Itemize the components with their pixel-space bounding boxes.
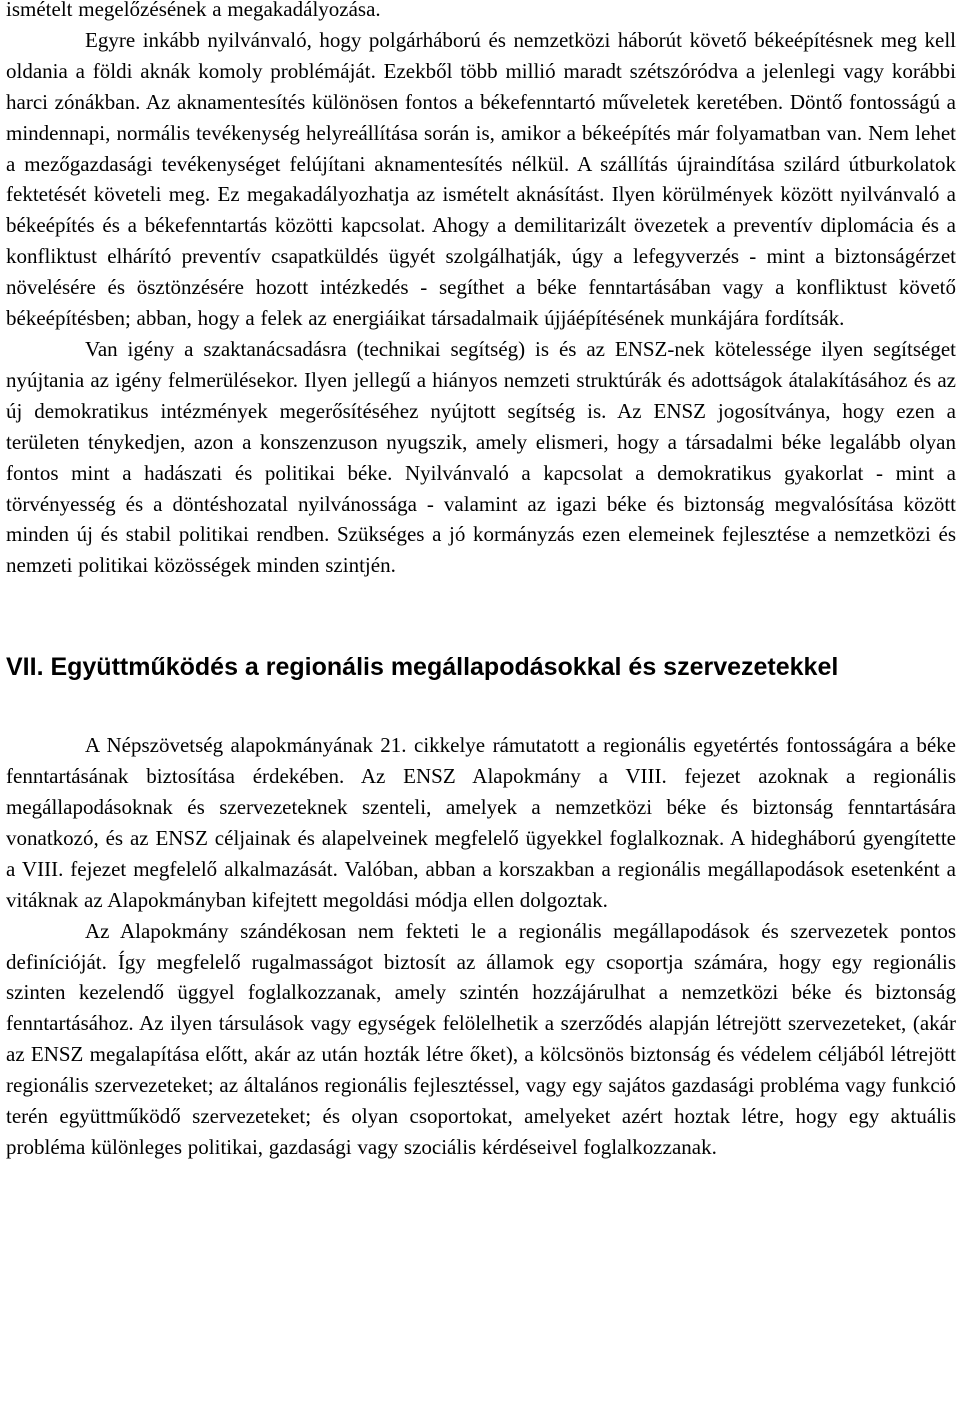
section-heading: VII. Együttműködés a regionális megállapodásokkal és szervezetekkel	[6, 653, 839, 682]
paragraph-3: Van igény a szaktanácsadásra (technikai segítség) is és az ENSZ-nek kötelessége ilyen segítséget nyújtania az igény felmerülésekor. Ilyen jellegű a hiányos nemzeti struktúrák és adottságok átalakításához és az új demokratikus intézmények megerősítéséhez nyújtott segítség is. Az ENSZ jogosítványa, hogy ezen a területen ténykedjen, azon a konszenzuson nyugszik, amely elismeri, hogy a társadalmi béke legalább olyan fontos mint a hadászati és politikai béke. Nyilvánvaló a kapcsolat a demokratikus gyakorlat - mint a törvényesség és a döntéshozatal nyilvánossága - valamint az igazi béke és biztonság megvalósítása között minden új és stabil politikai rendben. Szükséges a jó kormányzás ezen elemeinek fejlesztése a nemzetközi és nemzeti politikai közösségek minden szintjén.	[6, 336, 956, 578]
paragraph-2: Egyre inkább nyilvánvaló, hogy polgárháború és nemzetközi háborút követő békeépítésnek meg kell oldania a földi aknák komoly problémáját. Ezekből több millió maradt szétszóródva a jelenlegi vagy korábbi harci zónákban. Az aknamentesítés különösen fontos a békefenntartó műveletek keretében. Döntő fontosságú a mindennapi, normális tevékenység helyreállítása során is, amikor a békeépítés már folyamatban van. Nem lehet a mezőgazdasági tevékenységet felújítani aknamentesítés nélkül. A szállítás újraindítása szilárd útburkolatok fektetését követeli meg. Ez megakadályozhatja az ismételt aknásítást. Ilyen körülmények között nyilvánvaló a békeépítés és a békefenntartás közötti kapcsolat. Ahogy a demilitarizált övezetek a preventív diplomácia és a konfliktust elhárító preventív csapatküldés ügyét szolgálhatják, úgy a lefegyverzés - mint a biztonságérzet növelésére és ösztönzésére hozott intézkedés - segíthet a béke fenntartásában vagy a konfliktust követő békeépítésben; abban, hogy a felek az energiáikat társadalmaik újjáépítésének munkájára fordítsák.	[6, 27, 956, 331]
paragraph-1: ismételt megelőzésének a megakadályozása.	[6, 0, 381, 21]
document-page	[6, 0, 956, 1163]
paragraph-5: Az Alapokmány szándékosan nem fekteti le a regionális megállapodások és szervezetek pontos definícióját. Így megfelelő rugalmasságot biztosít az államok egy csoportja számára, hogy egy regionális szinten kezelendő üggyel foglalkozzanak, amely szintén hozzájárulhat a nemzetközi béke és biztonság fenntartásához. Az ilyen társulások vagy egységek felölelhetik a szerződés alapján létrejött szervezeteket, (akár az ENSZ megalapítása előtt, akár az után hozták létre őket), a kölcsönös biztonság és védelem céljából létrejött regionális szervezeteket; az általános regionális fejlesztéssel, vagy egy sajátos gazdasági probléma vagy funkció terén együttműködő szervezeteket; és olyan csoportokat, amelyeket azért hoztak létre, hogy egy aktuális probléma különleges politikai, gazdasági vagy szociális kérdéseivel foglalkozzanak.	[6, 918, 956, 1159]
paragraph-4: A Népszövetség alapokmányának 21. cikkelye rámutatott a regionális egyetértés fontosságára a béke fenntartásának biztosítása érdekében. Az ENSZ Alapokmány a VIII. fejezet azoknak a regionális megállapodásoknak és szervezeteknek szenteli, amelyek a nemzetközi béke és biztonság fenntartására vonatkozó, és az ENSZ céljainak és alapelveinek megfelelő ügyekkel foglalkoznak. A hidegháború gyengítette a VIII. fejezet megfelelő alkalmazását. Valóban, abban a korszakban a regionális megállapodások esetenként a vitáknak az Alapokmányban kifejtett megoldási módja ellen dolgoztak.	[6, 733, 956, 912]
